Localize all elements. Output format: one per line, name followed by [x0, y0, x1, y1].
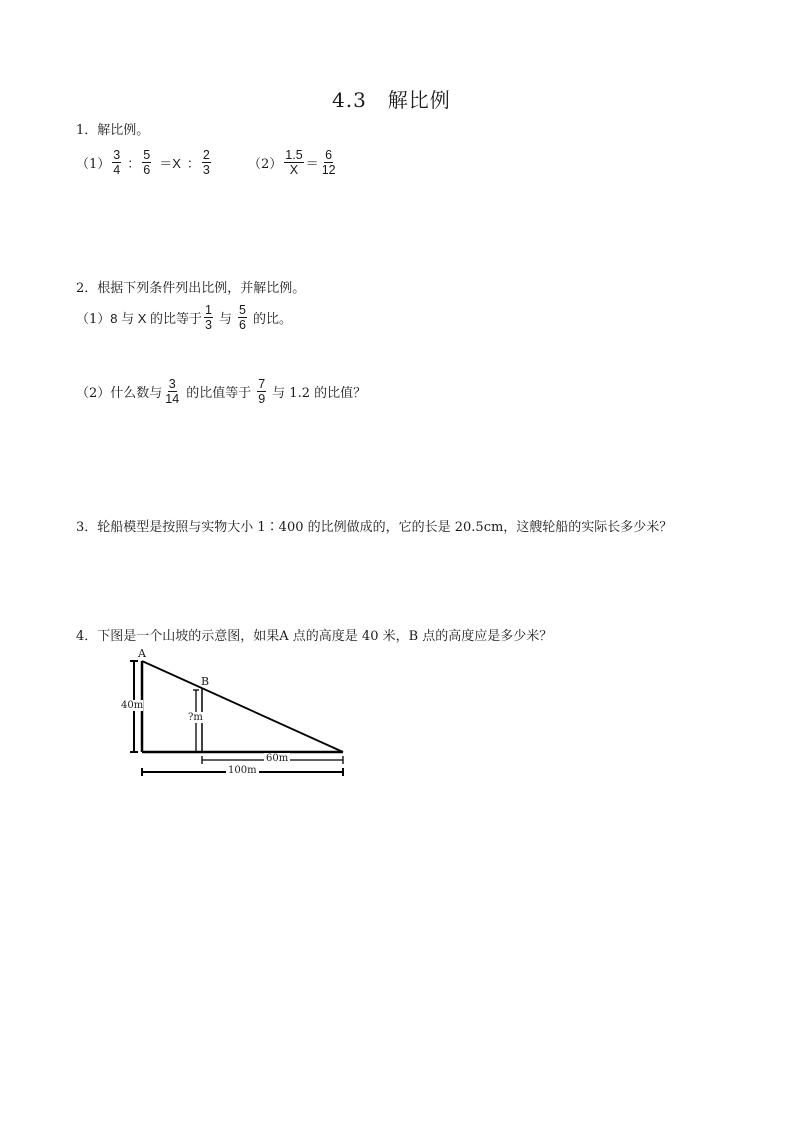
question-2-part-1 [76, 303, 292, 332]
part-text: 与 1.2 的比值？ [272, 386, 367, 401]
part-label: （2） [248, 157, 283, 172]
fraction-1-3: $\frac{1}{3}$ [205, 303, 212, 332]
fraction-1.5-x: $\frac{1.5}{X}$ [285, 148, 303, 177]
distance-100m-label: 100m [228, 765, 257, 776]
question-1-part-2 [248, 148, 339, 177]
slope-diagram [118, 645, 358, 785]
fraction-6-12: $\frac{6}{12}$ [321, 148, 336, 177]
question-1-part-1 [76, 148, 213, 177]
part-text: 的比。 [252, 312, 292, 327]
question-3-text: 3．轮船模型是按照与实物大小 1∶400 的比例做成的，它的长是 20.5cm，这艘轮船的实际长多少米？ [76, 520, 673, 535]
height-a-label: 40m [121, 700, 144, 711]
ratio-colon: ： [186, 157, 200, 172]
distance-60m-label: 60m [266, 753, 289, 764]
fraction-3-14: $\frac{3}{14}$ [165, 377, 180, 406]
ratio-colon: ： [127, 157, 141, 172]
part-label: （2） [76, 386, 111, 401]
part-text: 8 与 X 的比等于 [110, 311, 203, 326]
question-2-part-2 [76, 377, 366, 406]
part-text: 什么数与 [110, 386, 163, 401]
fraction-2-3: $\frac{2}{3}$ [202, 148, 210, 177]
fraction-5-6: $\frac{5}{6}$ [239, 303, 246, 332]
part-label: （1） [76, 312, 111, 327]
height-b-label: ?m [188, 712, 203, 723]
fraction-5-6: $\frac{5}{6}$ [143, 148, 151, 177]
question-4-text: 4．下图是一个山坡的示意图，如果A 点的高度是 40 米，B 点的高度应是多少米？ [76, 629, 553, 644]
part-label: （1） [76, 157, 111, 172]
part-text: 与 [218, 312, 232, 327]
fraction-3-4: $\frac{3}{4}$ [113, 148, 121, 177]
point-a-label: A [138, 647, 146, 660]
equals-sign: ＝ [305, 157, 319, 172]
equals-x: ＝X [159, 156, 181, 171]
point-b-label: B [201, 675, 210, 688]
question-2-heading: 2．根据下列条件列出比例，并解比例。 [76, 281, 306, 296]
page-title: 4.3 解比例 [332, 88, 451, 112]
fraction-7-9: $\frac{7}{9}$ [258, 377, 266, 406]
part-text: 的比值等于 [186, 386, 252, 401]
slope-triangle-figure [118, 645, 358, 785]
question-1-heading: 1．解比例。 [76, 123, 150, 138]
